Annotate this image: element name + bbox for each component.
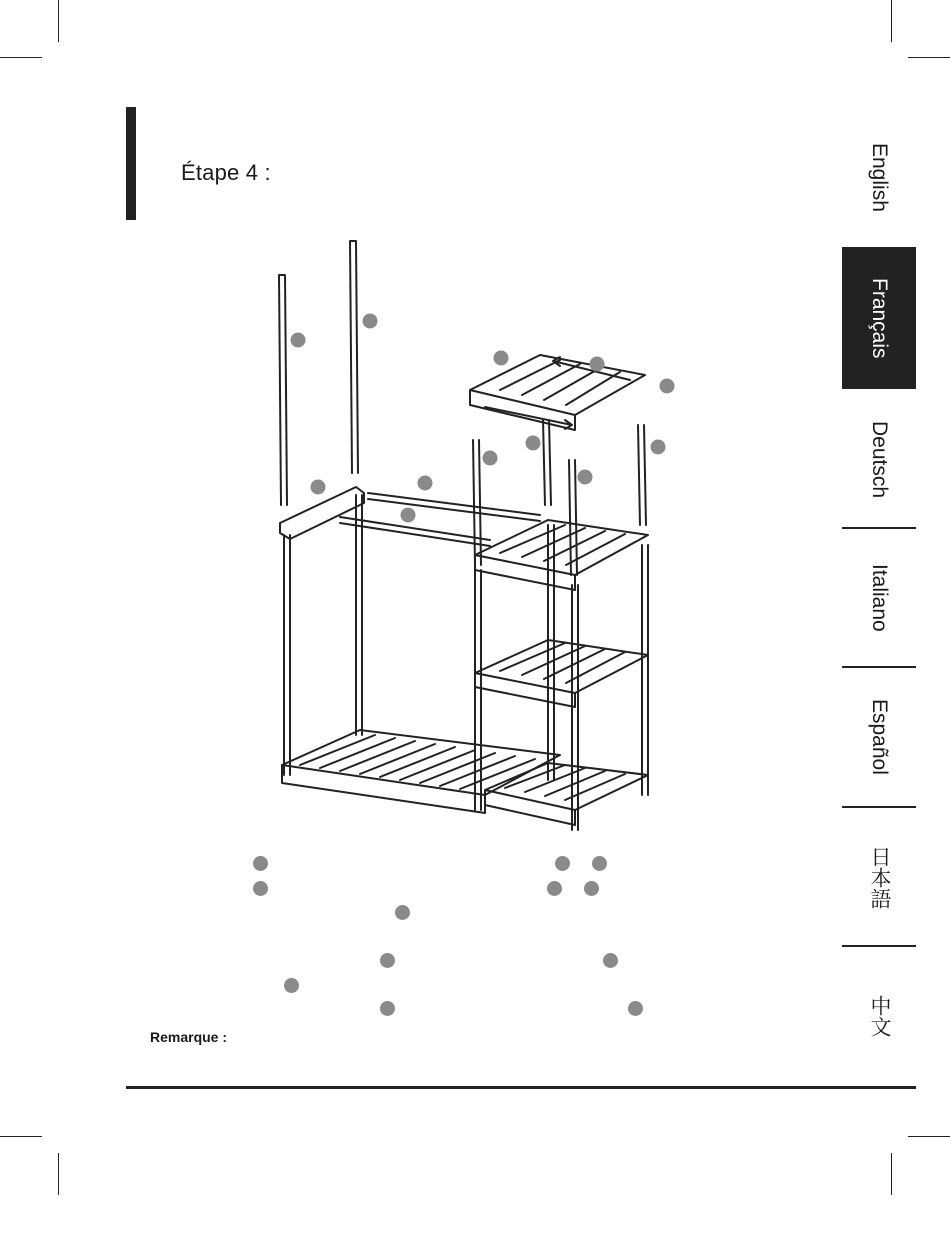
part-marker (253, 856, 268, 871)
part-marker (592, 856, 607, 871)
tab-english-label: English (868, 142, 891, 212)
part-marker (628, 1001, 643, 1016)
tab-japanese[interactable] (842, 809, 916, 945)
part-marker (253, 881, 268, 896)
part-marker (380, 1001, 395, 1016)
part-marker (584, 881, 599, 896)
tab-divider (842, 945, 916, 947)
crop-mark (0, 57, 42, 58)
part-marker (555, 856, 570, 871)
tab-francais-label: Français (868, 277, 891, 359)
crop-mark (891, 1153, 892, 1195)
step-title: Étape 4 : (181, 160, 271, 185)
step-accent-bar (126, 107, 136, 220)
tab-divider (842, 806, 916, 808)
tab-espanol[interactable] (842, 669, 916, 805)
tab-english[interactable] (842, 112, 916, 242)
note-label: Remarque : (150, 1029, 228, 1045)
tab-divider (842, 527, 916, 529)
tab-italiano-label: Italiano (868, 564, 891, 632)
tab-chinese[interactable] (842, 948, 916, 1084)
crop-mark (891, 0, 892, 42)
part-marker (380, 953, 395, 968)
crop-mark (58, 0, 59, 42)
tab-japanese-label: 日本語 (868, 845, 891, 909)
tab-espanol-label: Español (868, 699, 891, 775)
tab-deutsch-label: Deutsch (868, 421, 891, 499)
part-marker (284, 978, 299, 993)
tab-divider (842, 666, 916, 668)
tab-francais[interactable] (842, 247, 916, 389)
crop-mark (908, 1136, 950, 1137)
crop-mark (908, 57, 950, 58)
tab-chinese-label: 中文 (868, 995, 891, 1037)
part-marker (603, 953, 618, 968)
bottom-rule (126, 1086, 916, 1089)
crop-mark (58, 1153, 59, 1195)
tab-deutsch[interactable] (842, 393, 916, 527)
assembly-illustration (260, 235, 680, 835)
crop-mark (0, 1136, 42, 1137)
tab-italiano[interactable] (842, 530, 916, 666)
part-marker (395, 905, 410, 920)
part-marker (547, 881, 562, 896)
